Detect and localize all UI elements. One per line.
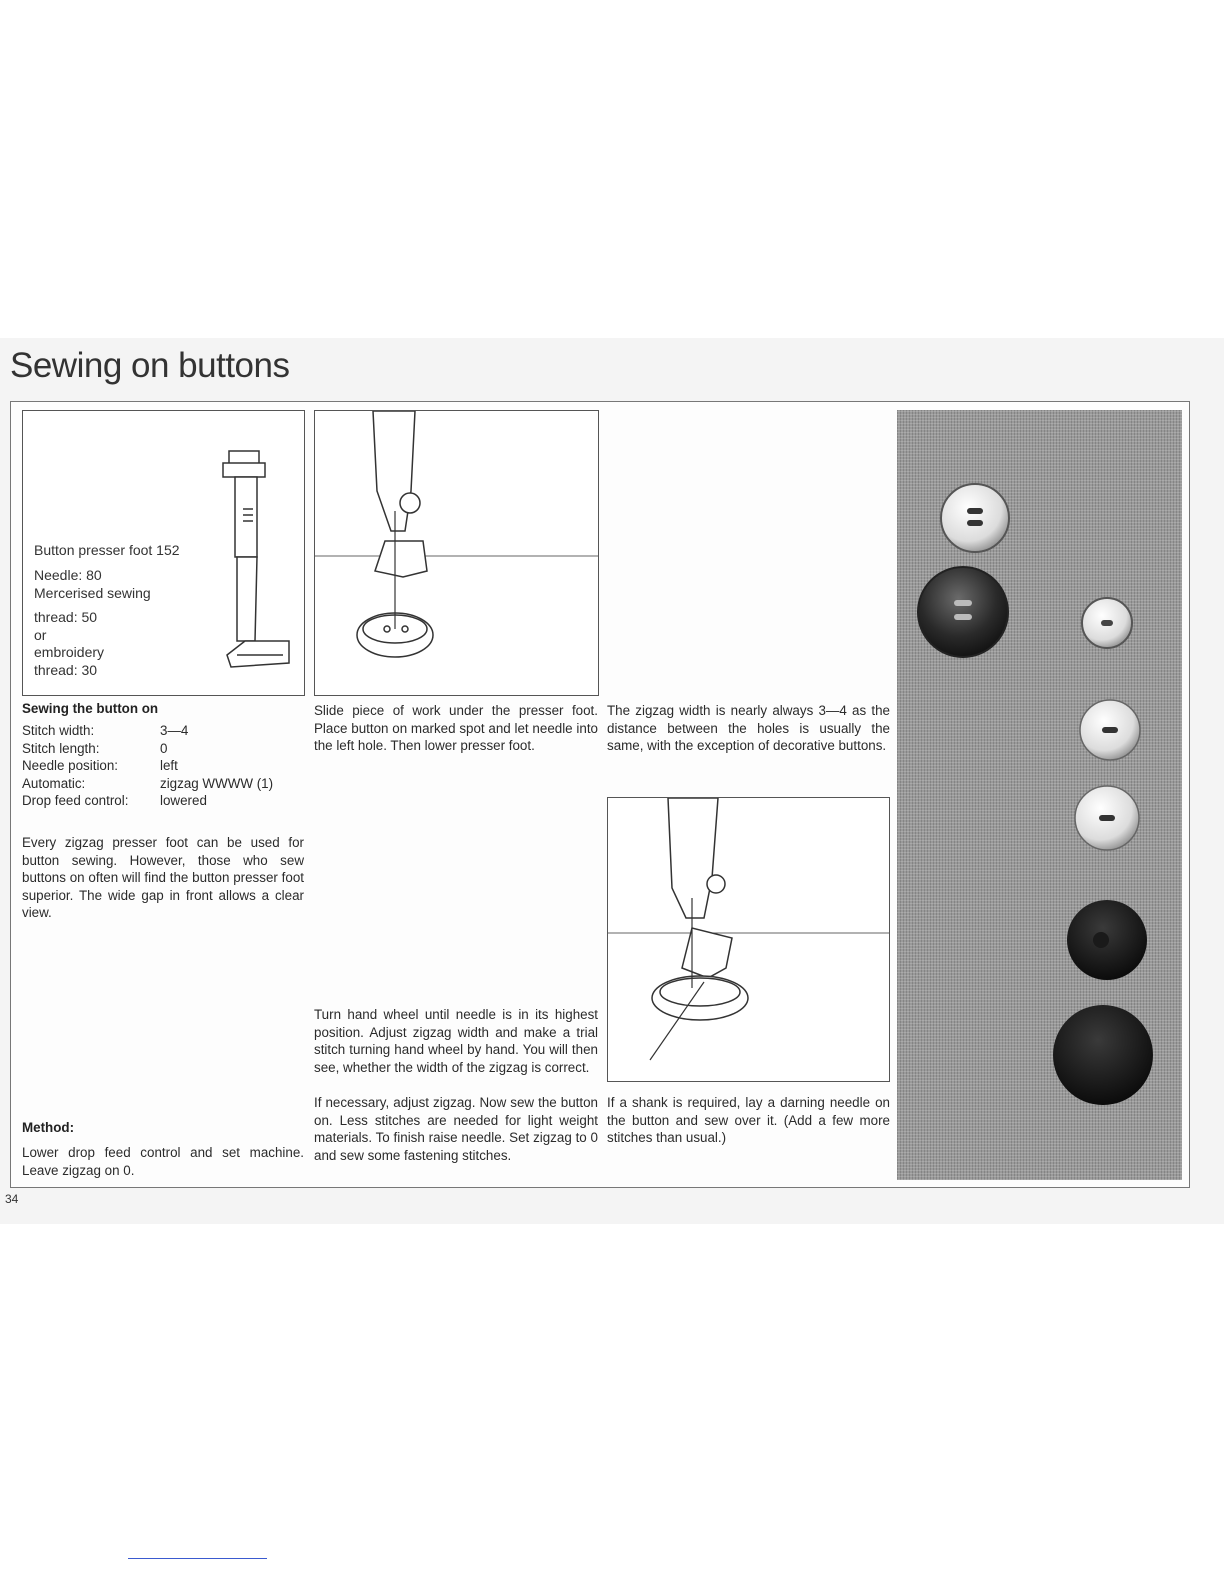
settings-row: Stitch width: 3—4 bbox=[22, 723, 189, 738]
spec-needle: Needle: 80 bbox=[34, 567, 102, 583]
spec-embroidery: embroidery bbox=[34, 644, 105, 660]
col3-paragraph-2: If a shank is required, lay a darning needle on the button and sew over it. (Add a few more stitches than usual.) bbox=[607, 1095, 890, 1146]
settings-row: Automatic: zigzag WWWW (1) bbox=[22, 775, 274, 791]
spec-foot: Button presser foot 152 bbox=[34, 542, 180, 558]
darning-needle-drawing bbox=[608, 798, 889, 1081]
needle-button-drawing bbox=[315, 411, 598, 695]
page-number: 34 bbox=[5, 1192, 19, 1206]
page-title: Sewing on buttons bbox=[10, 346, 290, 385]
spec-thread-type: Mercerised sewing bbox=[34, 585, 151, 601]
spec-thread-2: thread: 30 bbox=[34, 662, 98, 678]
settings-heading: Sewing the button on bbox=[22, 701, 159, 716]
spec-or: or bbox=[34, 627, 47, 643]
col2-paragraph-2: Turn hand wheel until needle is in its highest position. Adjust zigzag width and make a trial stitch turning hand wheel by hand. You will then see, whether the width of the zigzag is correct. bbox=[314, 1007, 598, 1075]
illustration-darning-needle bbox=[607, 797, 890, 1082]
method-heading: Method: bbox=[22, 1120, 75, 1135]
spec-thread-1: thread: 50 bbox=[34, 609, 98, 625]
presser-foot-illustration bbox=[193, 441, 293, 691]
buttons-photo bbox=[897, 410, 1182, 1180]
settings-list bbox=[22, 722, 302, 810]
settings-row: Needle position: left bbox=[22, 758, 178, 774]
col3-paragraph-1: The zigzag width is nearly always 3—4 as the distance between the holes is usually the same, with the exception of decorative buttons. bbox=[607, 703, 890, 754]
col2-paragraph-1: Slide piece of work under the presser foot. Place button on marked spot and let needle into the left hole. Then lower presser foot. bbox=[314, 703, 598, 754]
settings-row: Drop feed control: lowered bbox=[22, 793, 207, 809]
col2-paragraph-3: If necessary, adjust zigzag. Now sew the button on. Less stitches are needed for light weight materials. To finish raise needle. Set zigzag to 0 and sew some fastening stitches. bbox=[314, 1095, 598, 1163]
decorative-line bbox=[128, 1558, 267, 1559]
spec-box bbox=[22, 410, 305, 696]
settings-row: Stitch length: 0 bbox=[22, 740, 168, 756]
method-paragraph: Lower drop feed control and set machine. Leave zigzag on 0. bbox=[22, 1145, 304, 1178]
intro-paragraph: Every zigzag presser foot can be used for button sewing. However, those who sew buttons on often will find the button presser foot superior. The wide gap in front allows a clear view. bbox=[22, 835, 304, 921]
buttons-on-fabric bbox=[897, 410, 1182, 1180]
illustration-needle-button bbox=[314, 410, 599, 696]
